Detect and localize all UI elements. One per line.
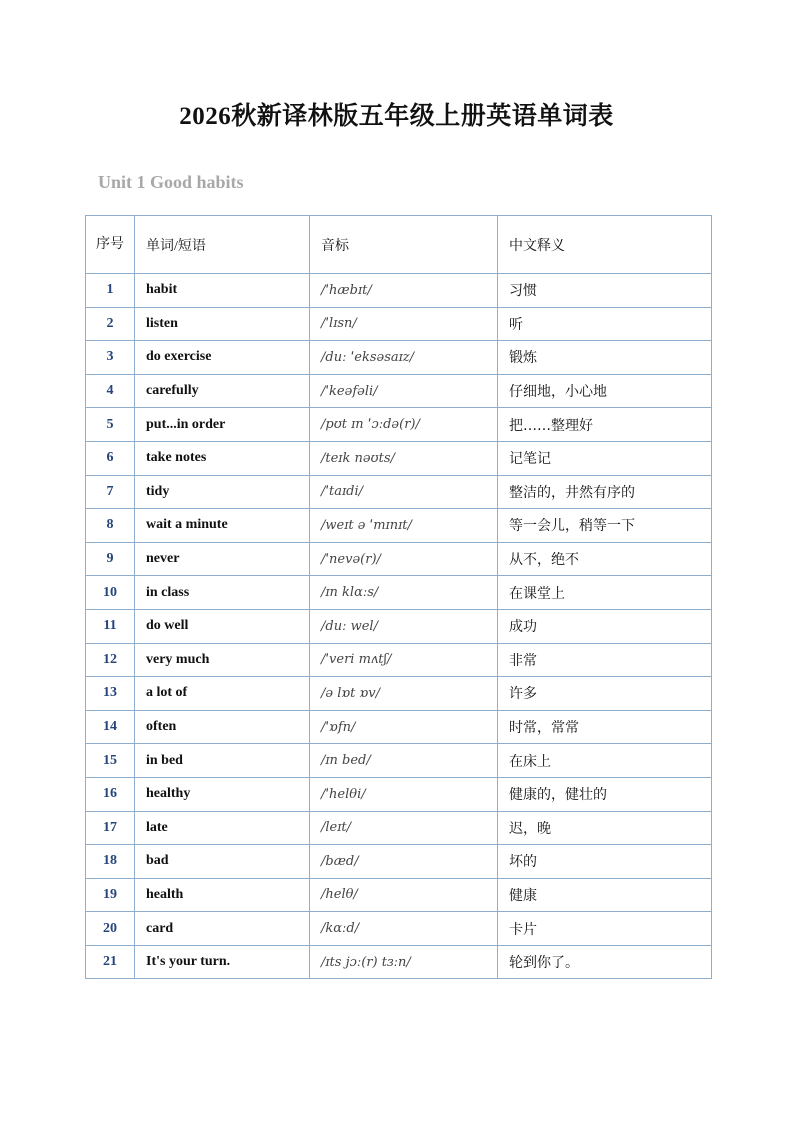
row-number: 11 <box>86 609 135 643</box>
table-row <box>86 307 712 341</box>
table-row <box>86 912 712 946</box>
row-phonetic: /weɪt ə ˈmɪnɪt/ <box>310 509 498 543</box>
row-phonetic: /ɪn bed/ <box>310 744 498 778</box>
row-word: put...in order <box>135 408 310 442</box>
row-meaning: 把……整理好 <box>498 408 712 442</box>
row-word: health <box>135 878 310 912</box>
row-phonetic: /ˈveri mʌtʃ/ <box>310 643 498 677</box>
row-number: 20 <box>86 912 135 946</box>
header-meaning: 中文释义 <box>498 216 712 274</box>
row-word: in class <box>135 576 310 610</box>
row-meaning: 锻炼 <box>498 341 712 375</box>
row-meaning: 在床上 <box>498 744 712 778</box>
table-row <box>86 609 712 643</box>
row-word: take notes <box>135 441 310 475</box>
row-word: habit <box>135 274 310 308</box>
table-row <box>86 441 712 475</box>
vocabulary-table <box>85 215 712 979</box>
table-header-row <box>86 216 712 274</box>
row-number: 5 <box>86 408 135 442</box>
row-phonetic: /ˈhæbɪt/ <box>310 274 498 308</box>
table-row <box>86 542 712 576</box>
row-meaning: 许多 <box>498 677 712 711</box>
row-word: late <box>135 811 310 845</box>
row-meaning: 习惯 <box>498 274 712 308</box>
row-meaning: 等一会儿，稍等一下 <box>498 509 712 543</box>
table-row <box>86 845 712 879</box>
table-row <box>86 509 712 543</box>
row-word: listen <box>135 307 310 341</box>
table-row <box>86 274 712 308</box>
row-word: do well <box>135 609 310 643</box>
row-meaning: 迟，晚 <box>498 811 712 845</box>
table-row <box>86 374 712 408</box>
row-word: healthy <box>135 777 310 811</box>
row-meaning: 轮到你了。 <box>498 945 712 979</box>
table-row <box>86 811 712 845</box>
row-word: do exercise <box>135 341 310 375</box>
unit-heading: Unit 1 Good habits <box>98 172 244 192</box>
table-row <box>86 408 712 442</box>
row-phonetic: /ˈhelθi/ <box>310 777 498 811</box>
row-word: never <box>135 542 310 576</box>
row-meaning: 卡片 <box>498 912 712 946</box>
row-number: 4 <box>86 374 135 408</box>
row-number: 17 <box>86 811 135 845</box>
row-phonetic: /ɪts jɔː(r) tɜːn/ <box>310 945 498 979</box>
row-number: 9 <box>86 542 135 576</box>
row-phonetic: /duː wel/ <box>310 609 498 643</box>
row-number: 19 <box>86 878 135 912</box>
row-number: 12 <box>86 643 135 677</box>
row-phonetic: /bæd/ <box>310 845 498 879</box>
row-number: 16 <box>86 777 135 811</box>
row-number: 14 <box>86 710 135 744</box>
row-word: a lot of <box>135 677 310 711</box>
table-body <box>86 274 712 979</box>
row-phonetic: /ɪn klɑːs/ <box>310 576 498 610</box>
table-row <box>86 777 712 811</box>
row-number: 7 <box>86 475 135 509</box>
row-number: 8 <box>86 509 135 543</box>
header-word: 单词/短语 <box>135 216 310 274</box>
row-number: 3 <box>86 341 135 375</box>
row-meaning: 时常，常常 <box>498 710 712 744</box>
row-phonetic: /ˈnevə(r)/ <box>310 542 498 576</box>
table-row <box>86 576 712 610</box>
header-ipa: 音标 <box>310 216 498 274</box>
row-word: in bed <box>135 744 310 778</box>
table-row <box>86 744 712 778</box>
table-row <box>86 475 712 509</box>
row-number: 21 <box>86 945 135 979</box>
row-phonetic: /ˈkeəfəli/ <box>310 374 498 408</box>
row-phonetic: /ˈɒfn/ <box>310 710 498 744</box>
row-word: tidy <box>135 475 310 509</box>
row-phonetic: /ə lɒt ɒv/ <box>310 677 498 711</box>
row-number: 1 <box>86 274 135 308</box>
row-meaning: 在课堂上 <box>498 576 712 610</box>
row-phonetic: /ˈlɪsn/ <box>310 307 498 341</box>
row-meaning: 健康的，健壮的 <box>498 777 712 811</box>
row-meaning: 听 <box>498 307 712 341</box>
row-phonetic: /leɪt/ <box>310 811 498 845</box>
row-meaning: 从不，绝不 <box>498 542 712 576</box>
row-meaning: 健康 <box>498 878 712 912</box>
row-phonetic: /teɪk nəʊts/ <box>310 441 498 475</box>
row-number: 18 <box>86 845 135 879</box>
row-word: very much <box>135 643 310 677</box>
row-meaning: 记笔记 <box>498 441 712 475</box>
row-number: 13 <box>86 677 135 711</box>
row-word: carefully <box>135 374 310 408</box>
row-word: wait a minute <box>135 509 310 543</box>
table-row <box>86 878 712 912</box>
row-phonetic: /kɑːd/ <box>310 912 498 946</box>
header-num: 序号 <box>86 216 135 274</box>
row-word: often <box>135 710 310 744</box>
row-number: 2 <box>86 307 135 341</box>
row-number: 15 <box>86 744 135 778</box>
table-row <box>86 643 712 677</box>
row-word: It's your turn. <box>135 945 310 979</box>
row-phonetic: /helθ/ <box>310 878 498 912</box>
row-phonetic: /duː ˈeksəsaɪz/ <box>310 341 498 375</box>
row-phonetic: /pʊt ɪn ˈɔːdə(r)/ <box>310 408 498 442</box>
row-meaning: 坏的 <box>498 845 712 879</box>
row-phonetic: /ˈtaɪdi/ <box>310 475 498 509</box>
table-row <box>86 677 712 711</box>
row-meaning: 成功 <box>498 609 712 643</box>
row-meaning: 仔细地，小心地 <box>498 374 712 408</box>
row-word: card <box>135 912 310 946</box>
row-meaning: 整洁的，井然有序的 <box>498 475 712 509</box>
row-number: 10 <box>86 576 135 610</box>
row-number: 6 <box>86 441 135 475</box>
table-row <box>86 341 712 375</box>
table-row <box>86 945 712 979</box>
document-title: 2026秋新译林版五年级上册英语单词表 <box>179 103 614 130</box>
row-word: bad <box>135 845 310 879</box>
table-row <box>86 710 712 744</box>
row-meaning: 非常 <box>498 643 712 677</box>
